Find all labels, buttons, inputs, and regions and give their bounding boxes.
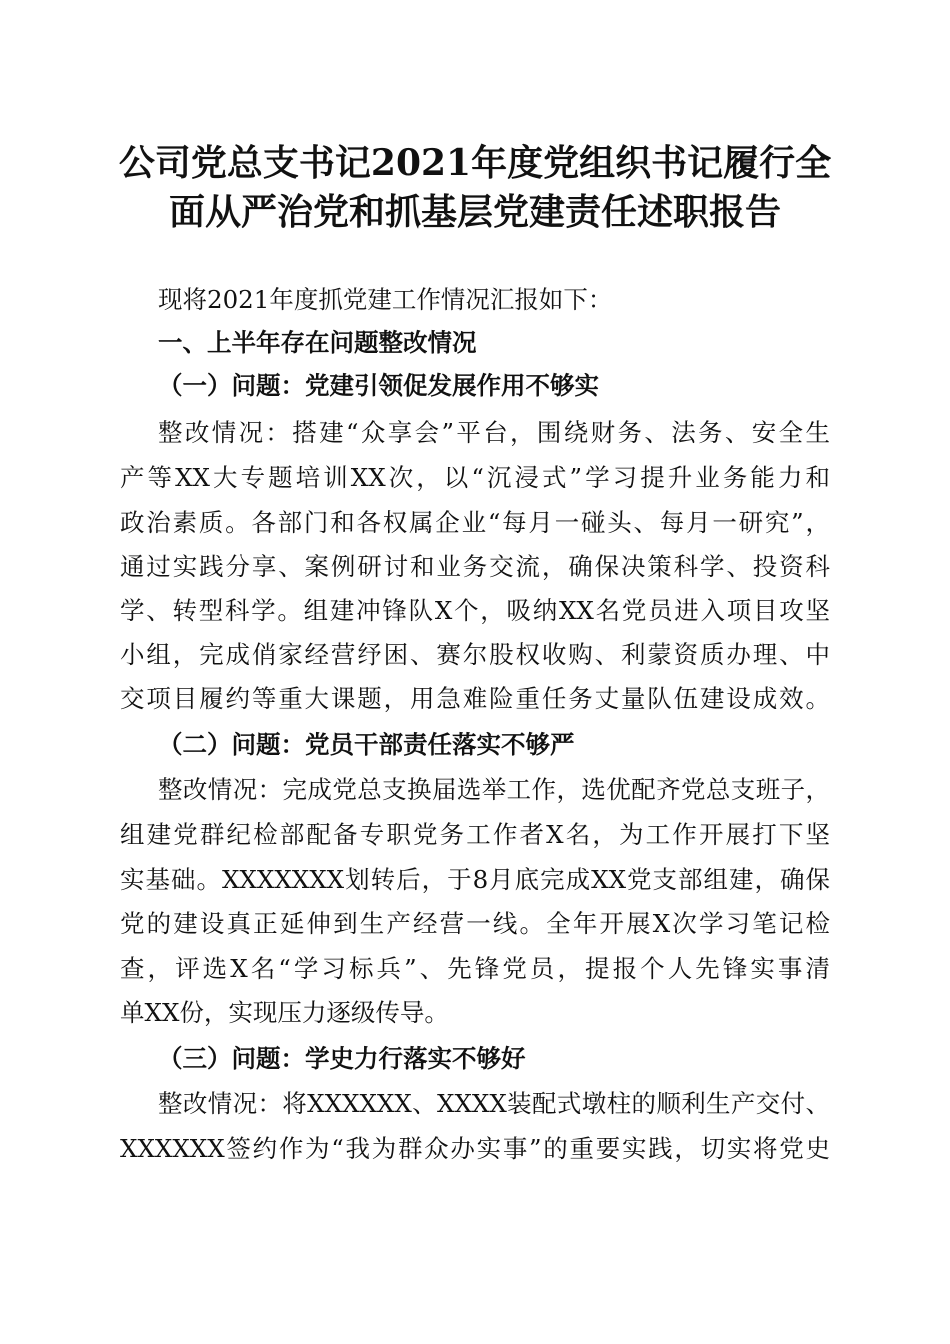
subsection-heading-2: （二）问题：党员干部责任落实不够严 <box>158 730 575 759</box>
paragraph-line: 政治素质。各部门和各权属企业“每月一碰头、每月一研究”， <box>120 508 830 537</box>
paragraph-line: 交项目履约等重大课题，用急难险重任务丈量队伍建设成效。 <box>120 684 830 713</box>
paragraph-line: 党的建设真正延伸到生产经营一线。全年开展X次学习笔记检 <box>120 909 830 938</box>
document-title-line-1: 公司党总支书记2021年度党组织书记履行全 <box>118 142 832 184</box>
paragraph-line: 组建党群纪检部配备专职党务工作者X名，为工作开展打下坚 <box>120 820 830 849</box>
subsection-heading-1: （一）问题：党建引领促发展作用不够实 <box>158 371 599 400</box>
intro-paragraph: 现将2021年度抓党建工作情况汇报如下： <box>158 285 613 314</box>
paragraph-line: 整改情况：将XXXXXX、XXXX装配式墩柱的顺利生产交付、 <box>158 1089 830 1118</box>
paragraph-line: 查，评选X名“学习标兵”、先锋党员，提报个人先锋实事清 <box>120 954 830 983</box>
document-title-line-2: 面从严治党和抓基层党建责任述职报告 <box>168 191 781 233</box>
paragraph-line: 产等XX大专题培训XX次，以“沉浸式”学习提升业务能力和 <box>120 463 830 492</box>
paragraph-line: 小组，完成俏家经营纾困、赛尔股权收购、利蒙资质办理、中 <box>120 640 830 669</box>
paragraph-line: 通过实践分享、案例研讨和业务交流，确保决策科学、投资科 <box>120 552 830 581</box>
paragraph-line: 整改情况：完成党总支换届选举工作，选优配齐党总支班子， <box>158 775 830 804</box>
paragraph-line: 单XX份，实现压力逐级传导。 <box>120 998 449 1027</box>
subsection-heading-3: （三）问题：学史力行落实不够好 <box>158 1044 526 1073</box>
paragraph-line: 整改情况：搭建“众享会”平台，围绕财务、法务、安全生 <box>158 418 830 447</box>
paragraph-line: 学、转型科学。组建冲锋队X个，吸纳XX名党员进入项目攻坚 <box>120 596 830 625</box>
paragraph-line: XXXXXX签约作为“我为群众办实事”的重要实践，切实将党史 <box>120 1134 830 1163</box>
paragraph-line: 实基础。XXXXXXX划转后，于8月底完成XX党支部组建，确保 <box>120 865 830 894</box>
section-heading-1: 一、上半年存在问题整改情况 <box>158 328 477 357</box>
